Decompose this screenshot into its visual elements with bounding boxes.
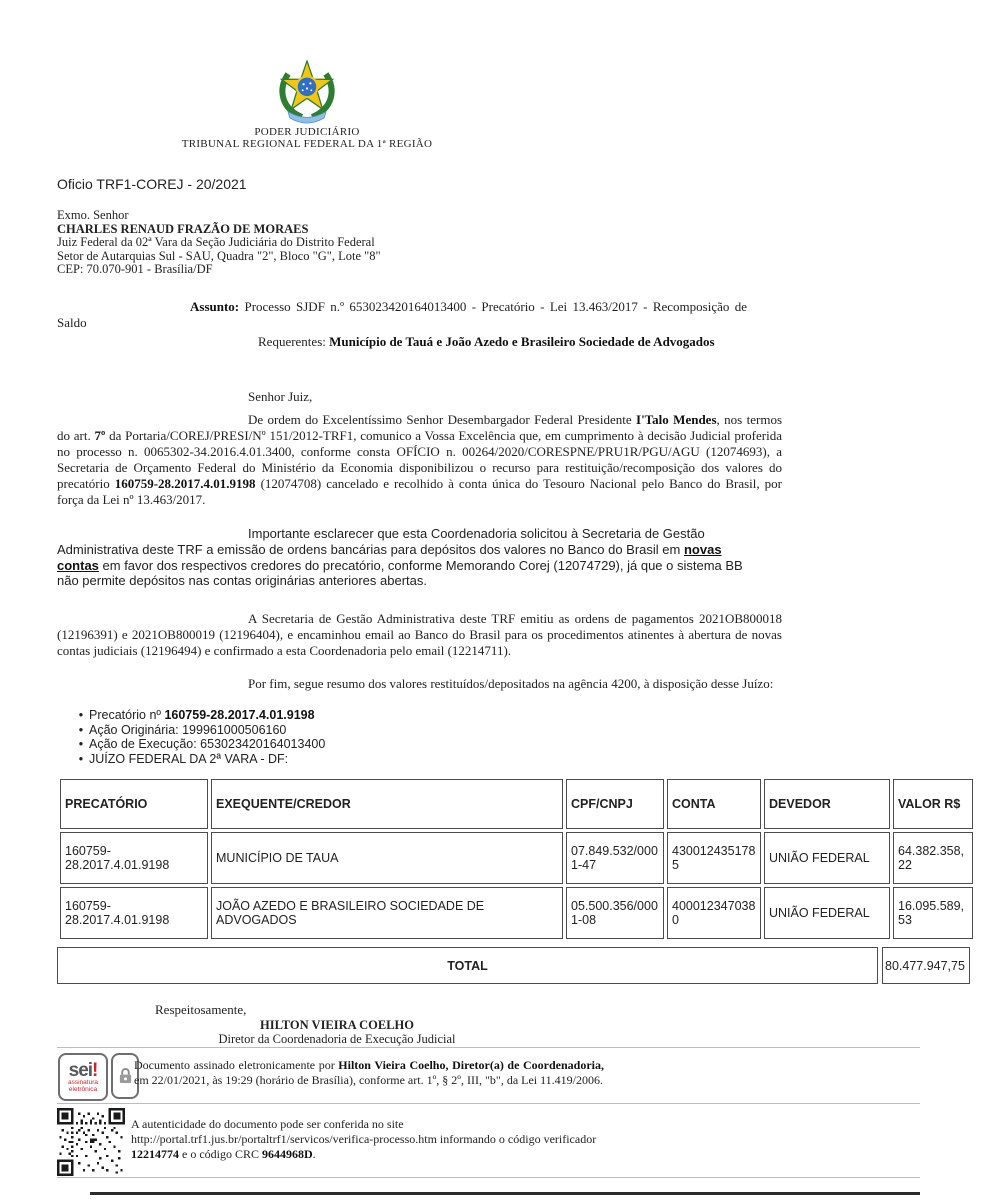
p2-text: em favor dos respectivos credores do precatório, conforme Memorando Corej (12074729), já que o sistema BB não permite depósitos nas contas originárias anteriores abertas. [57, 557, 743, 589]
sei-logo [58, 1053, 108, 1101]
column-header: PRECATÓRIO [60, 779, 208, 829]
paragraph-3: A Secretaria de Gestão Administrativa deste TRF emitiu as ordens de pagamentos 2021OB800018 (12196391) e 2021OB800019 (12196404), e encaminhou email ao Banco do Brasil para os procedimentos atinentes à abertura de novas contas judiciais (12196494) e confirmado a esta Coordenadoria pelo email (12214711). [57, 611, 782, 658]
list-item [73, 752, 673, 767]
bullet-acao-execucao: Ação de Execução: 653023420164013400 [89, 737, 326, 752]
bullet-list [73, 708, 673, 766]
values-table [57, 776, 976, 942]
qr-code [57, 1108, 125, 1176]
addressee-cep: CEP: 70.070-901 - Brasília/DF [57, 262, 213, 277]
subject-text: Processo SJDF n.º 653023420164013400 - Precatório - Lei 13.463/2017 - Recomposição de Saldo [57, 299, 747, 330]
addressee-salutation: Exmo. Senhor [57, 208, 129, 222]
bullet-icon: • [78, 722, 84, 737]
sei-brand-text: sei [68, 1059, 93, 1081]
bullet-icon: • [78, 737, 84, 752]
cell-valor: 16.095.589,53 [893, 887, 973, 939]
verification-text: . [312, 1147, 316, 1161]
total-label: TOTAL [57, 947, 878, 984]
verification-text: e o código CRC [179, 1147, 262, 1161]
verification-text [131, 1117, 781, 1162]
requerentes-value: Município de Tauá e João Azedo e Brasileiro Sociedade de Advogados [329, 334, 715, 349]
cell-conta: 4300124351785 [667, 832, 761, 884]
sig-text: Documento assinado eletronicamente por [134, 1058, 339, 1072]
letterhead [52, 60, 562, 150]
lock-icon [118, 1067, 133, 1085]
sig-text: em 22/01/2021, às 19:29 (horário de Brasília), conforme art. 1º, § 2º, III, "b", da Lei 11.419/2006. [134, 1072, 604, 1087]
cell-exequente: MUNICÍPIO DE TAUA [211, 832, 563, 884]
list-item [73, 723, 673, 738]
p1-article: 7º [94, 428, 106, 443]
verification-codes-line [131, 1147, 781, 1162]
subject-line [57, 299, 747, 331]
table-header-row [60, 779, 973, 829]
closing: Respeitosamente, [155, 1002, 247, 1017]
divider [57, 1047, 920, 1048]
addressee-name: CHARLES RENAUD FRAZÃO DE MORAES [57, 221, 309, 236]
cell-precatorio: 160759-28.2017.4.01.9198 [60, 887, 208, 939]
total-value: 80.477.947,75 [882, 947, 970, 984]
p1-text: (12074708) cancelado e recolhido à conta única do Tesouro Nacional pelo Banco do Brasil, por força da Lei nº 13.463/2017. [57, 476, 782, 507]
sei-signature-stamp [58, 1053, 139, 1101]
p1-president-name: I'Talo Mendes [636, 412, 717, 427]
column-header: CPF/CNPJ [566, 779, 664, 829]
signer-role: Diretor da Coordenadoria de Execução Judicial [218, 1032, 456, 1046]
total-row [57, 947, 970, 984]
bullet-precatorio-number: 160759-28.2017.4.01.9198 [164, 708, 315, 722]
sei-subtitle: assinatura [68, 1078, 98, 1086]
cell-devedor: UNIÃO FEDERAL [764, 832, 890, 884]
sei-bang: ! [92, 1059, 98, 1081]
cell-cpf-cnpj: 07.849.532/0001-47 [566, 832, 664, 884]
bullet-icon: • [78, 751, 84, 766]
divider [57, 1103, 920, 1104]
p2-novas-contas: novas contas [57, 541, 722, 573]
bullet-icon: • [78, 708, 84, 722]
paragraph-4: Por fim, segue resumo dos valores restituídos/depositados na agência 4200, à disposição desse Juízo: [248, 676, 774, 691]
org-name-line2: TRIBUNAL REGIONAL FEDERAL DA 1ª REGIÃO [181, 138, 433, 150]
cell-devedor: UNIÃO FEDERAL [764, 887, 890, 939]
signature-block [57, 1018, 617, 1046]
column-header: DEVEDOR [764, 779, 890, 829]
p1-text: De ordem do Excelentíssimo Senhor Desembargador Federal Presidente [248, 412, 637, 427]
sei-subtitle: eletrônica [68, 1085, 98, 1093]
addressee-role: Juiz Federal da 02ª Vara da Seção Judiciária do Distrito Federal [57, 235, 375, 250]
sig-signer: Hilton Vieira Coelho, Diretor(a) de Coordenadoria, [338, 1058, 604, 1072]
verification-line1: A autenticidade do documento pode ser conferida no site [131, 1117, 404, 1131]
p1-text: da Portaria/COREJ/PRESI/Nº 151/2012-TRF1, comunico a Vossa Excelência que, em cumprimento à decisão Judicial proferida no processo n. 0065302-34.2016.4.01.3400, conforme consta OFÍCIO n. 00264/2020/CORESPNE/PRU1R/PGU/AGU (12074693), a Secretaria de Orçamento Federal do Ministério da Economia disponibilizou o recurso para restituição/recomposição dos valores do precatório [57, 428, 782, 491]
addressee-block [57, 209, 577, 277]
bullet-juizo: JUÍZO FEDERAL DA 2ª VARA - DF: [89, 751, 289, 766]
crc-code: 9644968D [262, 1147, 313, 1161]
footer-rule [90, 1192, 920, 1195]
column-header: CONTA [667, 779, 761, 829]
bullet-precatorio-label: Precatório nº [89, 708, 165, 722]
brazil-coat-of-arms-icon [276, 60, 338, 124]
requerentes-label: Requerentes: [258, 334, 330, 349]
list-item [73, 737, 673, 752]
signer-name: HILTON VIEIRA COELHO [260, 1018, 414, 1032]
table-row [60, 832, 973, 884]
document-number: Oficio TRF1-COREJ - 20/2021 [57, 176, 247, 192]
cell-exequente: JOÃO AZEDO E BRASILEIRO SOCIEDADE DE ADVOGADOS [211, 887, 563, 939]
column-header: VALOR R$ [893, 779, 973, 829]
p1-text: , nos termos do art. [57, 412, 783, 443]
cell-precatorio: 160759-28.2017.4.01.9198 [60, 832, 208, 884]
column-header: EXEQUENTE/CREDOR [211, 779, 563, 829]
p1-precatorio-number: 160759-28.2017.4.01.9198 [114, 476, 256, 491]
bullet-acao-originaria: Ação Originária: 199961000506160 [89, 722, 287, 737]
cell-conta: 4000123470380 [667, 887, 761, 939]
addressee-address: Setor de Autarquias Sul - SAU, Quadra "2", Bloco "G", Lote "8" [57, 248, 381, 263]
p2-text: Importante esclarecer que esta Coordenadoria solicitou à Secretaria de Gestão Administrativa deste TRF a emissão de ordens bancárias para depósitos dos valores no Banco do Brasil em [57, 526, 705, 557]
paragraph-1 [57, 412, 782, 508]
verification-url-line: http://portal.trf1.jus.br/portaltrf1/servicos/verifica-processo.htm informando o código verificador [131, 1132, 597, 1146]
requerentes-line [57, 334, 745, 350]
electronic-signature-text [134, 1058, 604, 1087]
verifier-code: 12214774 [131, 1147, 179, 1161]
org-name-line1: PODER JUDICIÁRIO [254, 126, 360, 138]
subject-label: Assunto: [190, 299, 240, 314]
letter-salutation: Senhor Juiz, [248, 389, 313, 404]
table-row [60, 887, 973, 939]
list-item [73, 708, 673, 723]
cell-valor: 64.382.358,22 [893, 832, 973, 884]
paragraph-2 [57, 526, 757, 589]
divider [57, 1177, 920, 1178]
cell-cpf-cnpj: 05.500.356/0001-08 [566, 887, 664, 939]
